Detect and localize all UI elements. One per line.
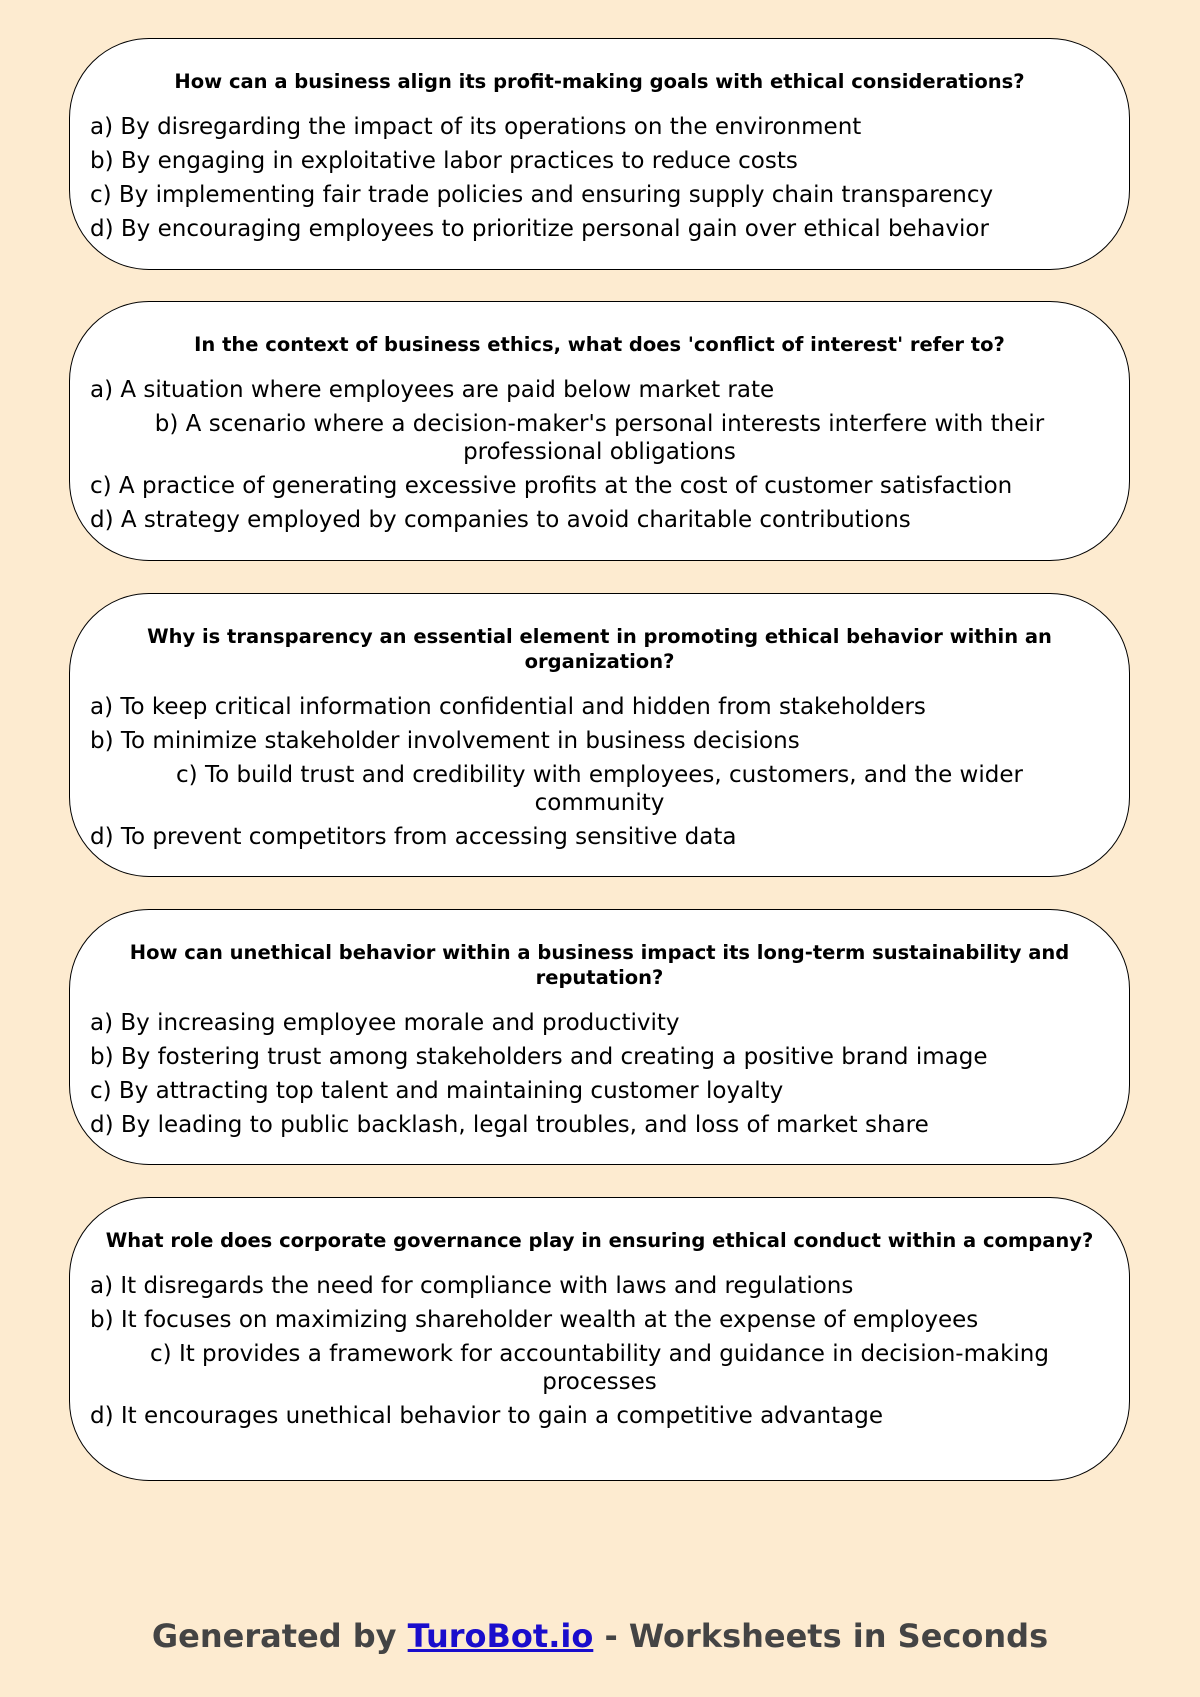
option-d: d) It encourages unethical behavior to gain a competitive advantage xyxy=(90,1403,883,1429)
footer-prefix: Generated by xyxy=(151,1617,408,1655)
question-text: Why is transparency an essential element in promoting ethical behavior within an organization? xyxy=(147,625,1052,673)
question-card-1 xyxy=(69,38,1130,270)
question-text: In the context of business ethics, what does 'conflict of interest' refer to? xyxy=(194,333,1005,356)
option-b: b) A scenario where a decision-maker's personal interests interfere with their professional obligations xyxy=(154,411,1045,465)
option-c: c) It provides a framework for accountability and guidance in decision-making processes xyxy=(150,1341,1049,1395)
option-b: b) By fostering trust among stakeholders and creating a positive brand image xyxy=(90,1044,988,1070)
question-card-4 xyxy=(69,909,1130,1165)
option-d: d) A strategy employed by companies to avoid charitable contributions xyxy=(90,507,911,533)
footer xyxy=(0,1616,1200,1656)
option-c: c) To build trust and credibility with employees, customers, and the wider community xyxy=(176,762,1023,816)
question-card-2 xyxy=(69,301,1130,561)
question-text: How can a business align its profit-making goals with ethical considerations? xyxy=(174,70,1025,93)
option-a: a) By increasing employee morale and productivity xyxy=(90,1010,680,1036)
option-c: c) A practice of generating excessive profits at the cost of customer satisfaction xyxy=(90,473,1013,499)
option-d: d) By encouraging employees to prioritize personal gain over ethical behavior xyxy=(90,216,989,242)
option-c: c) By implementing fair trade policies and ensuring supply chain transparency xyxy=(90,182,994,208)
option-a: a) It disregards the need for compliance with laws and regulations xyxy=(90,1273,854,1299)
footer-suffix: - Worksheets in Seconds xyxy=(593,1617,1049,1655)
question-text: What role does corporate governance play in ensuring ethical conduct within a company? xyxy=(105,1229,1094,1252)
option-a: a) To keep critical information confidential and hidden from stakeholders xyxy=(90,694,926,720)
question-card-3 xyxy=(69,593,1130,877)
question-card-5 xyxy=(69,1197,1130,1481)
option-b: b) It focuses on maximizing shareholder wealth at the expense of employees xyxy=(90,1307,979,1333)
option-a: a) By disregarding the impact of its operations on the environment xyxy=(90,114,862,140)
option-b: b) By engaging in exploitative labor practices to reduce costs xyxy=(90,148,798,174)
option-b: b) To minimize stakeholder involvement in business decisions xyxy=(90,728,800,754)
option-c: c) By attracting top talent and maintaining customer loyalty xyxy=(90,1078,784,1104)
option-d: d) To prevent competitors from accessing sensitive data xyxy=(90,824,737,850)
question-text: How can unethical behavior within a business impact its long-term sustainability and reputation? xyxy=(129,941,1070,989)
option-a: a) A situation where employees are paid below market rate xyxy=(90,377,775,403)
option-d: d) By leading to public backlash, legal troubles, and loss of market share xyxy=(90,1112,929,1138)
turobot-link[interactable]: TuroBot.io xyxy=(407,1617,594,1655)
